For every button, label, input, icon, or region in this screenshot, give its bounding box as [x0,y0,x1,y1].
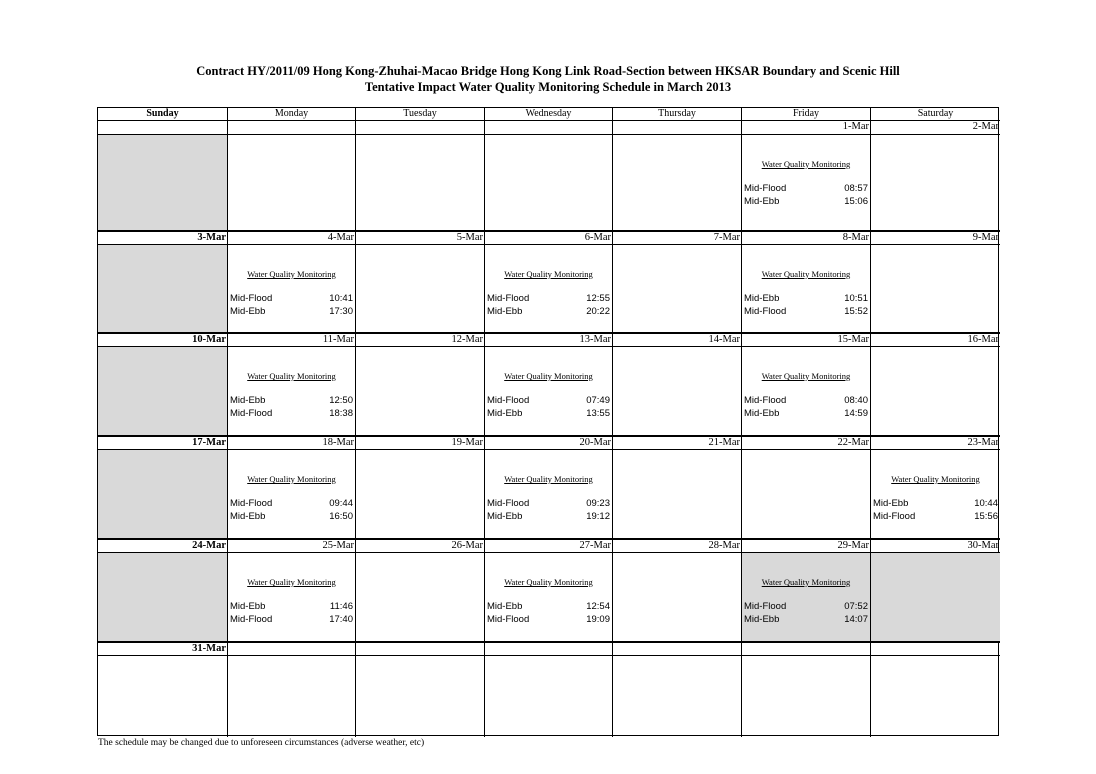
tide-time: 12:50 [329,395,353,406]
tide-label: Mid-Ebb [230,511,266,522]
day-date: 20-Mar [484,435,612,449]
tide-label: Mid-Ebb [487,306,523,317]
day-date: 18-Mar [227,435,355,449]
day-date [227,120,355,134]
day-cell [612,346,741,435]
day-cell [484,552,612,641]
day-date: 27-Mar [484,538,612,552]
tide-entry [744,293,868,304]
calendar-grid [97,107,999,736]
tide-time: 14:07 [844,614,868,625]
tide-label: Mid-Flood [744,183,787,194]
day-date [612,641,741,655]
tide-label: Mid-Ebb [487,511,523,522]
tide-entry [230,498,353,509]
day-date [612,120,741,134]
day-cell [870,655,1000,737]
day-date: 14-Mar [612,332,741,346]
day-cell [612,134,741,230]
tide-entry [873,511,998,522]
day-date: 23-Mar [870,435,1000,449]
day-cell [98,346,227,435]
monitoring-label: Water Quality Monitoring [761,269,851,279]
day-date: 26-Mar [355,538,484,552]
day-cell [227,552,355,641]
weekday-header: Friday [741,108,870,120]
tide-entry [230,395,353,406]
tide-time: 12:55 [586,293,610,304]
weekday-header: Thursday [612,108,741,120]
day-cell [870,552,1000,641]
tide-entry [744,306,868,317]
day-date [741,641,870,655]
day-cell [98,244,227,332]
tide-entry [487,293,610,304]
tide-time: 15:56 [974,511,998,522]
monitoring-label: Water Quality Monitoring [504,371,593,381]
tide-label: Mid-Flood [873,511,916,522]
day-date: 12-Mar [355,332,484,346]
tide-time: 19:12 [586,511,610,522]
tide-entry [744,614,868,625]
day-date [98,120,227,134]
day-cell [227,346,355,435]
day-cell [741,346,870,435]
day-cell [484,449,612,538]
day-date: 5-Mar [355,230,484,244]
tide-label: Mid-Flood [487,614,530,625]
footnote: The schedule may be changed due to unforeseen circumstances (adverse weather, etc) [98,738,425,748]
monitoring-label: Water Quality Monitoring [761,371,851,381]
monitoring-label: Water Quality Monitoring [504,474,593,484]
tide-time: 09:44 [329,498,353,509]
tide-time: 10:51 [844,293,868,304]
tide-entry [230,293,353,304]
tide-time: 17:30 [329,306,353,317]
day-date: 13-Mar [484,332,612,346]
tide-label: Mid-Flood [230,498,273,509]
day-cell [870,449,1000,538]
day-cell [741,552,870,641]
tide-label: Mid-Flood [230,408,273,419]
monitoring-label: Water Quality Monitoring [247,577,336,587]
day-date: 31-Mar [98,641,227,655]
page-subtitle: Tentative Impact Water Quality Monitoring Schedule in March 2013 [364,80,732,94]
monitoring-label: Water Quality Monitoring [891,474,980,484]
day-cell [612,244,741,332]
day-cell [741,244,870,332]
tide-time: 12:54 [586,601,610,612]
tide-entry [487,601,610,612]
tide-label: Mid-Ebb [487,601,523,612]
day-date: 2-Mar [870,120,1000,134]
day-cell [227,134,355,230]
day-date: 29-Mar [741,538,870,552]
day-cell [355,655,484,737]
day-cell [355,134,484,230]
day-date: 1-Mar [741,120,870,134]
day-date: 22-Mar [741,435,870,449]
page-title: Contract HY/2011/09 Hong Kong-Zhuhai-Macao Bridge Hong Kong Link Road-Section between HKSAR Boundary and Scenic Hill [196,64,900,78]
day-cell [227,655,355,737]
tide-entry [487,511,610,522]
tide-time: 13:55 [586,408,610,419]
tide-time: 15:06 [844,196,868,207]
tide-time: 08:57 [844,183,868,194]
tide-entry [230,601,353,612]
tide-label: Mid-Flood [230,614,273,625]
day-date [227,641,355,655]
tide-entry [744,196,868,207]
tide-entry [230,614,353,625]
day-date: 10-Mar [98,332,227,346]
day-date [355,120,484,134]
monitoring-label: Water Quality Monitoring [504,577,593,587]
tide-label: Mid-Ebb [230,306,266,317]
monitoring-label: Water Quality Monitoring [504,269,593,279]
day-date: 9-Mar [870,230,1000,244]
tide-time: 09:23 [586,498,610,509]
weekday-header: Sunday [146,108,179,119]
day-cell [98,134,227,230]
day-date: 8-Mar [741,230,870,244]
day-cell [612,655,741,737]
tide-time: 08:40 [844,395,868,406]
tide-entry [744,408,868,419]
day-date: 6-Mar [484,230,612,244]
tide-label: Mid-Ebb [487,408,523,419]
day-date: 16-Mar [870,332,1000,346]
tide-label: Mid-Flood [744,395,787,406]
tide-entry [744,183,868,194]
tide-time: 19:09 [586,614,610,625]
day-date: 25-Mar [227,538,355,552]
tide-label: Mid-Ebb [744,293,780,304]
weekday-header: Saturday [870,108,1000,120]
day-cell [227,244,355,332]
day-cell [484,655,612,737]
day-date: 24-Mar [98,538,227,552]
day-cell [870,244,1000,332]
tide-time: 11:46 [329,601,353,612]
tide-label: Mid-Flood [744,306,787,317]
tide-entry [744,601,868,612]
tide-label: Mid-Ebb [873,498,909,509]
day-date [484,120,612,134]
day-cell [612,552,741,641]
tide-label: Mid-Flood [487,395,530,406]
day-date: 17-Mar [98,435,227,449]
day-date: 15-Mar [741,332,870,346]
day-cell [484,244,612,332]
tide-time: 07:52 [844,601,868,612]
tide-entry [230,306,353,317]
day-date: 11-Mar [227,332,355,346]
tide-time: 16:50 [329,511,353,522]
day-date: 30-Mar [870,538,1000,552]
tide-time: 10:44 [974,498,998,509]
tide-label: Mid-Flood [744,601,787,612]
day-cell [741,655,870,737]
tide-label: Mid-Ebb [230,601,266,612]
day-date: 21-Mar [612,435,741,449]
tide-time: 14:59 [844,408,868,419]
monitoring-label: Water Quality Monitoring [247,474,336,484]
day-date [355,641,484,655]
tide-entry [487,306,610,317]
tide-time: 20:22 [586,306,610,317]
tide-entry [487,395,610,406]
weekday-header: Tuesday [355,108,484,120]
day-date [484,641,612,655]
day-cell [612,449,741,538]
day-date: 3-Mar [98,230,227,244]
day-cell [741,134,870,230]
tide-label: Mid-Ebb [744,196,780,207]
tide-label: Mid-Ebb [230,395,266,406]
weekday-header: Monday [227,108,355,120]
day-cell [98,655,227,737]
monitoring-label: Water Quality Monitoring [247,371,336,381]
day-cell [98,552,227,641]
day-cell [355,552,484,641]
day-date [870,641,1000,655]
tide-entry [487,408,610,419]
tide-entry [230,408,353,419]
day-cell [355,244,484,332]
tide-label: Mid-Flood [487,498,530,509]
day-cell [227,449,355,538]
tide-time: 18:38 [329,408,353,419]
tide-entry [744,395,868,406]
tide-time: 17:40 [329,614,353,625]
day-date: 19-Mar [355,435,484,449]
monitoring-label: Water Quality Monitoring [761,577,851,587]
day-cell [98,449,227,538]
tide-entry [873,498,998,509]
monitoring-label: Water Quality Monitoring [247,269,336,279]
day-cell [870,346,1000,435]
day-cell [870,134,1000,230]
day-cell [355,449,484,538]
tide-time: 15:52 [844,306,868,317]
weekday-header: Wednesday [484,108,612,120]
tide-label: Mid-Flood [487,293,530,304]
tide-entry [487,614,610,625]
day-date: 28-Mar [612,538,741,552]
tide-time: 07:49 [586,395,610,406]
tide-label: Mid-Ebb [744,614,780,625]
monitoring-label: Water Quality Monitoring [761,159,851,169]
day-cell [355,346,484,435]
tide-time: 10:41 [329,293,353,304]
tide-label: Mid-Ebb [744,408,780,419]
day-cell [484,346,612,435]
day-date: 4-Mar [227,230,355,244]
day-date: 7-Mar [612,230,741,244]
tide-entry [230,511,353,522]
tide-entry [487,498,610,509]
day-cell [484,134,612,230]
day-cell [741,449,870,538]
tide-label: Mid-Flood [230,293,273,304]
